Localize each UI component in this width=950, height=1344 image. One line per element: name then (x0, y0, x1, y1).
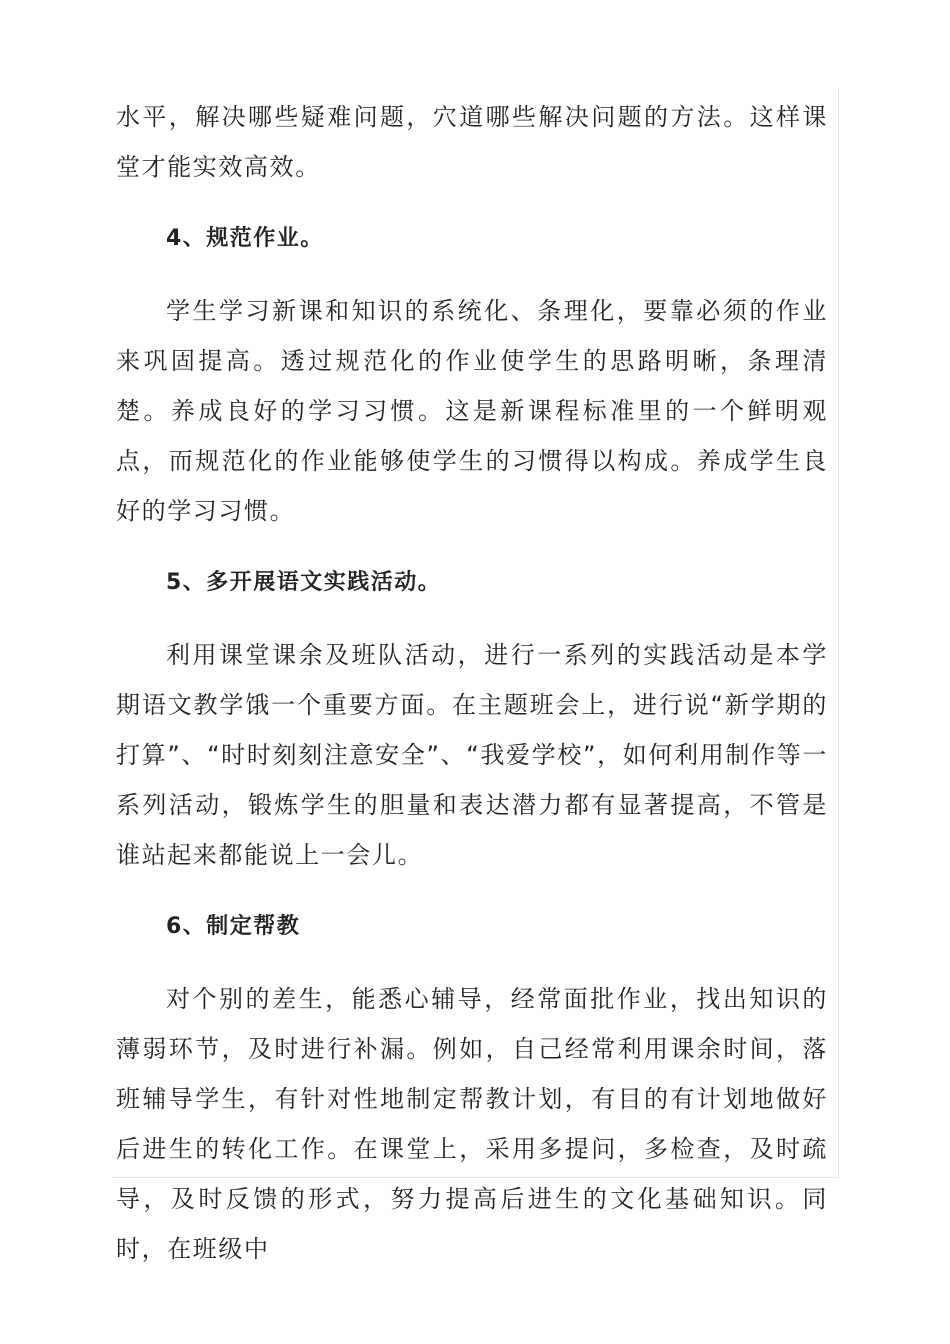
section-gap (116, 880, 828, 902)
section-gap (116, 608, 828, 630)
section-gap (116, 192, 828, 214)
section-heading-5: 5、多开展语文实践活动。 (166, 570, 442, 595)
section-paragraph-4: 学生学习新课和知识的系统化、条理化，要靠必须的作业来巩固提高。透过规范化的作业使学生的思路明晰，条理清楚。养成良好的学习习惯。这是新课程标准里的一个鲜明观点，而规范化的作业能够使学生的习惯得以构成。养成学生良好的学习习惯。 (116, 297, 828, 525)
section-heading-6: 6、制定帮教 (166, 914, 301, 939)
section-gap (116, 952, 828, 974)
section-paragraph-6: 对个别的差生，能悉心辅导，经常面批作业，找出知识的薄弱环节，及时进行补漏。例如，自己经常利用课余时间，落班辅导学生，有针对性地制定帮教计划，有目的有计划地做好后进生的转化工作。在课堂上，采用多提问，多检查，及时疏导，及时反馈的形式，努力提高后进生的文化基础知识。同时，在班级中 (116, 985, 828, 1263)
section-heading-4: 4、规范作业。 (166, 226, 324, 251)
section-gap (116, 264, 828, 286)
continuation-paragraph: 水平，解决哪些疑难问题，穴道哪些解决问题的方法。这样课堂才能实效高效。 (116, 103, 828, 181)
document-body (116, 92, 828, 1274)
section-gap (116, 536, 828, 558)
section-paragraph-5: 利用课堂课余及班队活动，进行一系列的实践活动是本学期语文教学饿一个重要方面。在主题班会上，进行说“新学期的打算”、“时时刻刻注意安全”、“我爱学校”，如何利用制作等一系列活动，锻炼学生的胆量和表达潜力都有显著提高，不管是谁站起来都能说上一会儿。 (116, 641, 828, 869)
